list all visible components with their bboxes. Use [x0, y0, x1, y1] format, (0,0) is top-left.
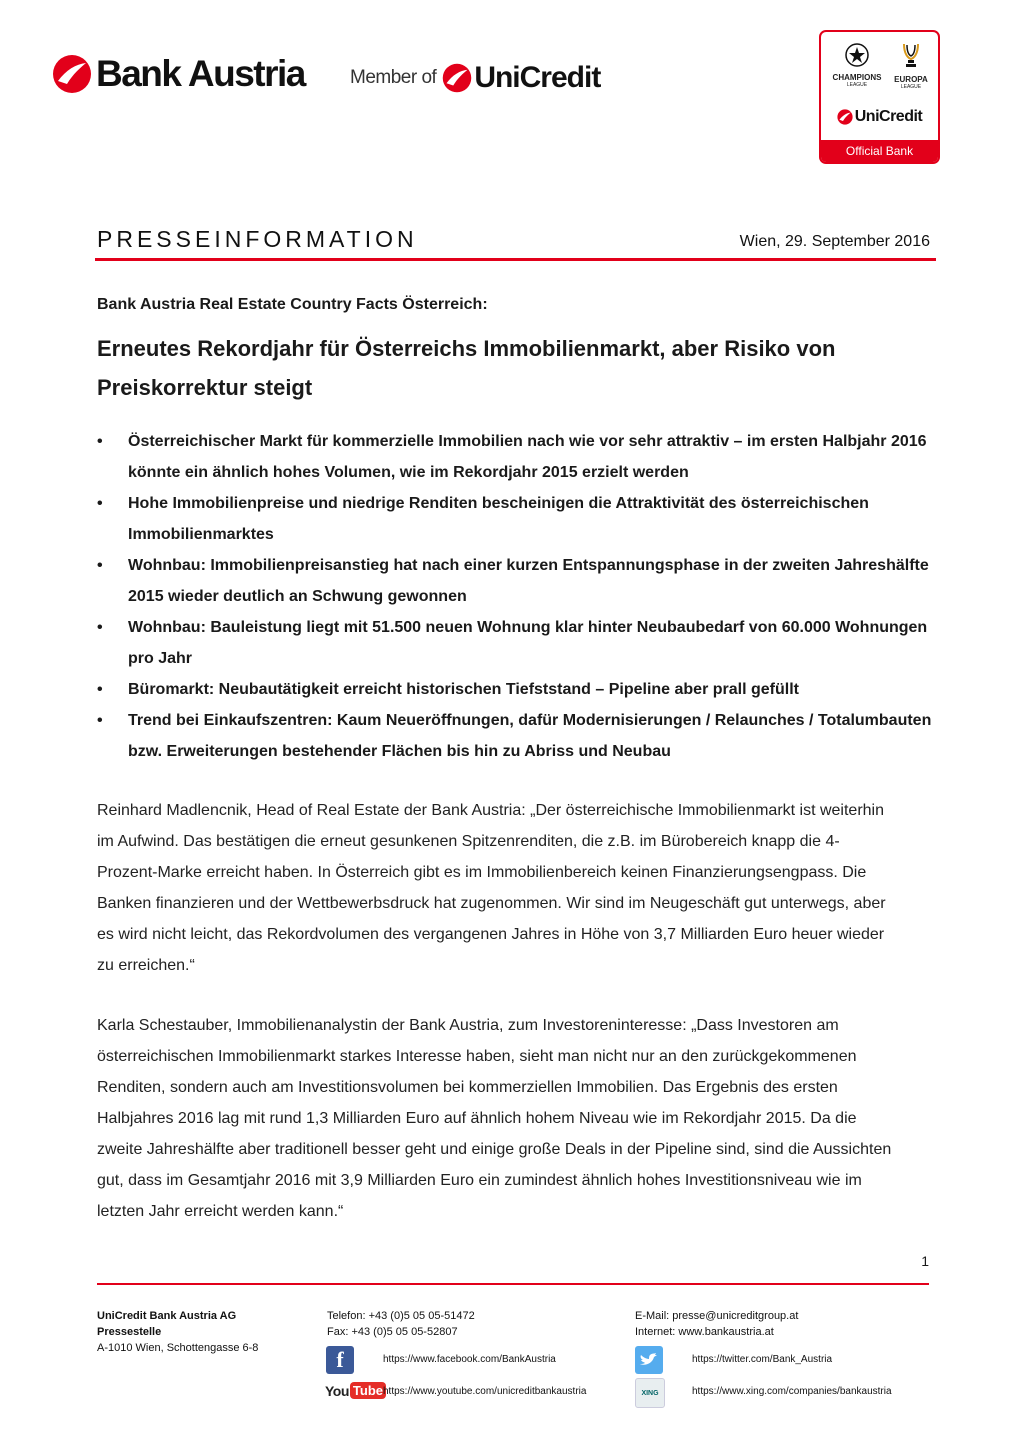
champions-league-logo — [827, 42, 887, 88]
footer-divider — [97, 1283, 929, 1285]
bullet-dot: • — [97, 557, 103, 574]
bank-austria-logo — [52, 52, 305, 96]
footer-street: A-1010 Wien, Schottengasse 6-8 — [97, 1342, 259, 1354]
bank-name: Bank Austria — [96, 53, 305, 94]
headline: Erneutes Rekordjahr für Österreichs Immobilienmarkt, aber Risiko von Preiskorrektur steigt — [97, 336, 836, 400]
member-prefix: Member of — [350, 67, 437, 88]
bullet-item — [97, 426, 937, 488]
bullet-text: Trend bei Einkaufszentren: Kaum Neueröffnungen, dafür Modernisierungen / Relaunches / Totalumbauten bzw. Erweiterungen bestehender Flächen bis hin zu Abriss und Neubau — [128, 712, 932, 760]
facebook-icon[interactable]: f — [326, 1346, 354, 1374]
unicredit-ball-icon — [837, 109, 853, 125]
unicredit-ball-icon — [442, 63, 472, 93]
footer-online — [635, 1308, 798, 1340]
bullet-item — [97, 705, 937, 767]
quote-paragraph-schestauber: Karla Schestauber, Immobilienanalystin der Bank Austria, zum Investoreninteresse: „Dass Investoren am österreichischen Immobilienmarkt starkes Interesse haben, sieht man nicht nur an den zurückgekommenen Renditen, sondern auch am Investitionsvolumen bei kommerziellen Immobilien. Das Ergebnis des ersten Halbjahres 2016 lag mit rund 1,3 Milliarden Euro auf ähnlich hohem Niveau wie im Rekordjahr 2015. Da die zweite Jahreshälfte aber traditionell besser geht und einige große Deals in der Pipeline sind, sind die Aussichten gut, dass im Gesamtjahr 2016 mit 3,9 Milliarden Euro ein zumindest ähnlich hohes Investitionsniveau wie im letzten Jahr erreicht werden kann.“ — [97, 1017, 892, 1220]
quote-paragraph-madlencnik: Reinhard Madlencnik, Head of Real Estate der Bank Austria: „Der österreichische Immobilienmarkt ist weiterhin im Aufwind. Das bestätigen die erneut gesunkenen Spitzenrenditen, die z.B. im Bürobereich knapp die 4-Prozent-Marke erreicht haben. In Österreich gibt es im Immobilienbereich keinen Finanzierungsengpass. Die Banken finanzieren und der Wettbewerbsdruck hat zugenommen. Wir sind im Neugeschäft gut unterwegs, aber es wird nicht leicht, das Rekordvolumen des vergangenen Jahres in Höhe von 3,7 Milliarden Euro heuer wieder zu erreichen.“ — [97, 802, 886, 974]
member-of-unicredit — [350, 60, 600, 96]
footer-phone: Telefon: +43 (0)5 05 05-51472 — [327, 1310, 475, 1322]
footer-contact — [327, 1308, 475, 1340]
champions-label: CHAMPIONS — [832, 73, 882, 82]
bullet-text: Österreichischer Markt für kommerzielle Immobilien nach wie vor sehr attraktiv – im ersten Halbjahr 2016 könnte ein ähnlich hohes Volumen, wie im Rekordjahr 2015 erzielt werden — [128, 433, 927, 481]
badge-unicredit-brand — [821, 108, 938, 126]
kicker: Bank Austria Real Estate Country Facts Österreich: — [97, 296, 488, 313]
badge-brand-text: UniCredit — [854, 108, 923, 125]
bullet-dot: • — [97, 495, 103, 512]
youtube-tube: Tube — [350, 1382, 386, 1399]
twitter-bird-icon — [639, 1352, 659, 1368]
footer-department: Pressestelle — [97, 1326, 162, 1338]
bullet-item — [97, 488, 937, 550]
page-title: PRESSEINFORMATION — [97, 226, 418, 252]
bullet-text: Wohnbau: Bauleistung liegt mit 51.500 neuen Wohnung klar hinter Neubaubedarf von 60.000 Wohnungen pro Jahr — [128, 619, 928, 667]
footer-email[interactable]: E-Mail: presse@unicreditgroup.at — [635, 1310, 799, 1322]
xing-icon[interactable]: XING — [635, 1378, 665, 1408]
bullet-dot: • — [97, 433, 103, 450]
bullet-item — [97, 612, 937, 674]
title-divider — [95, 258, 936, 261]
europa-league-label: LEAGUE — [900, 84, 922, 90]
champions-league-label: LEAGUE — [846, 82, 868, 88]
bullet-dot: • — [97, 712, 103, 729]
summary-bullets — [97, 426, 937, 767]
youtube-icon[interactable] — [325, 1382, 386, 1399]
footer-company: UniCredit Bank Austria AG — [97, 1310, 237, 1322]
release-date: Wien, 29. September 2016 — [739, 233, 930, 250]
bullet-item — [97, 674, 937, 705]
youtube-link[interactable]: https://www.youtube.com/unicreditbankaustria — [383, 1386, 587, 1397]
youtube-you: You — [325, 1382, 349, 1399]
bullet-text: Wohnbau: Immobilienpreisanstieg hat nach einer kurzen Entspannungsphase in der zweiten Jahreshälfte 2015 wieder deutlich an Schwung gewonnen — [128, 557, 929, 605]
bullet-text: Hohe Immobilienpreise und niedrige Renditen bescheinigen die Attraktivität des österreichischen Immobilienmarktes — [128, 495, 869, 543]
europa-label: EUROPA — [894, 75, 928, 84]
page-number: 1 — [921, 1253, 929, 1269]
footer-address — [97, 1308, 258, 1356]
facebook-link[interactable]: https://www.facebook.com/BankAustria — [383, 1354, 556, 1365]
footer-internet[interactable]: Internet: www.bankaustria.at — [635, 1326, 774, 1338]
footer-fax: Fax: +43 (0)5 05 05-52807 — [327, 1326, 458, 1338]
starball-icon — [844, 42, 870, 68]
europa-trophy-icon — [900, 42, 922, 70]
official-bank-label: Official Bank — [821, 140, 938, 162]
bullet-text: Büromarkt: Neubautätigkeit erreicht historischen Tiefststand – Pipeline aber prall gefüllt — [128, 681, 799, 698]
official-bank-badge — [819, 30, 940, 164]
unicredit-ball-icon — [52, 54, 92, 94]
xing-link[interactable]: https://www.xing.com/companies/bankaustria — [692, 1386, 892, 1397]
bullet-dot: • — [97, 619, 103, 636]
twitter-icon[interactable] — [635, 1346, 663, 1374]
bullet-dot: • — [97, 681, 103, 698]
europa-league-logo — [887, 42, 935, 90]
member-brand: UniCredit — [474, 61, 601, 94]
bullet-item — [97, 550, 937, 612]
twitter-link[interactable]: https://twitter.com/Bank_Austria — [692, 1354, 833, 1365]
